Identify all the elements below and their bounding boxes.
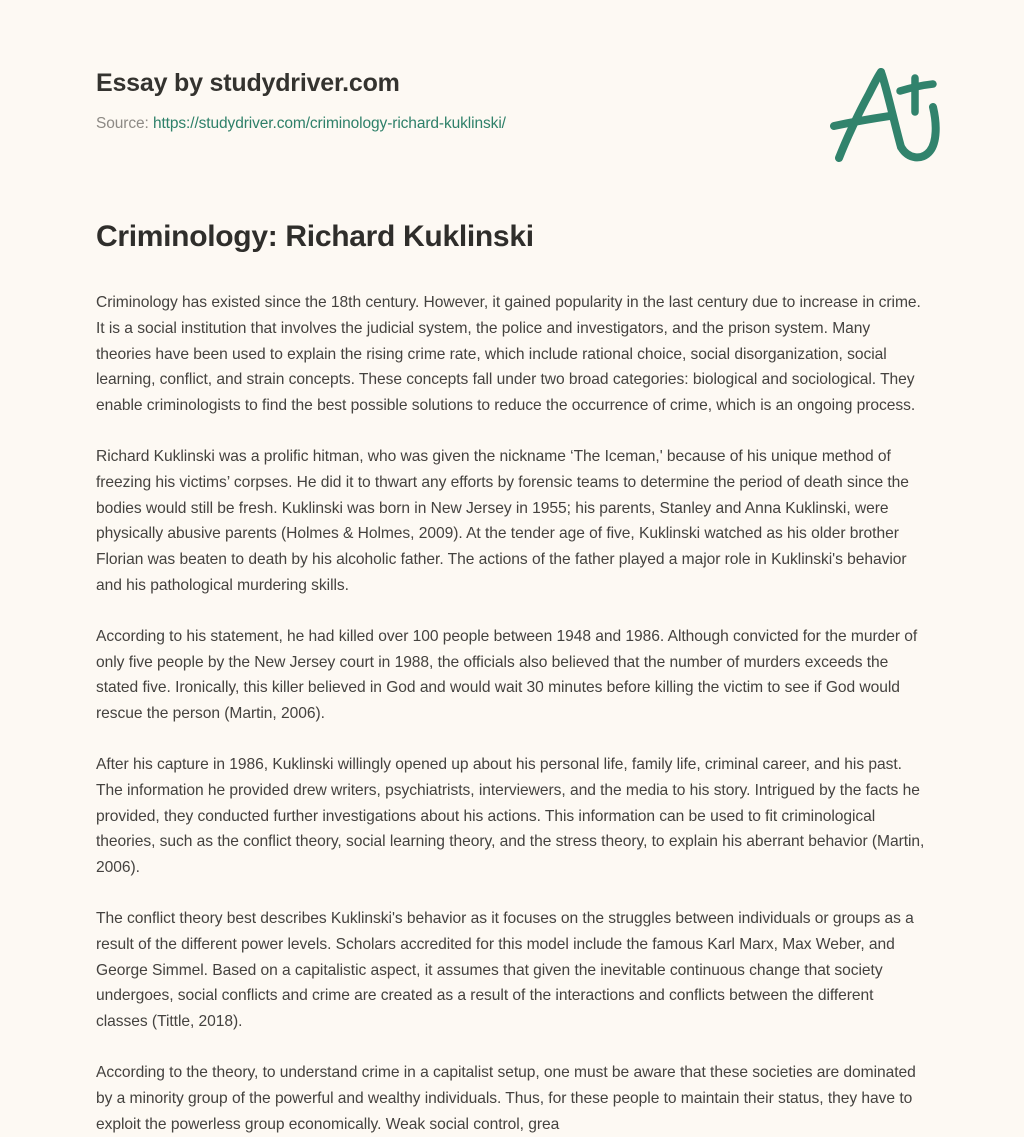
paragraph: The conflict theory best describes Kuklinski's behavior as it focuses on the struggles between individuals or groups as a result of the different power levels. Scholars accredited for this model include the famous Karl Marx, Max Weber, and George Simmel. Based on a capitalistic aspect, it assumes that given the inevitable continuous change that society undergoes, social conflicts and crime are created as a result of the interactions and conflicts between the different classes (Tittle, 2018). [96, 909, 914, 1031]
paragraph: According to the theory, to understand crime in a capitalist setup, one must be aware that these societies are dominated by a minority group of the powerful and wealthy individuals. Thus, for these people to maintain their status, they have to exploit the powerless group economically. Weak social control, grea [96, 1063, 916, 1133]
paragraph: After his capture in 1986, Kuklinski willingly opened up about his personal life, family life, criminal career, and his past. The information he provided drew writers, psychiatrists, interviewers, and the media to his story. Intrigued by the facts he provided, they conducted further investigations about his actions. This information can be used to fit criminological theories, such as the conflict theory, social learning theory, and the stress theory, to explain his aberrant behavior (Martin, 2006). [96, 755, 925, 877]
source-url-link[interactable]: https://studydriver.com/criminology-richard-kuklinski/ [152, 115, 506, 132]
article-body [96, 290, 928, 1137]
paragraph: Criminology has existed since the 18th century. However, it gained popularity in the last century due to increase in crime. It is a social institution that involves the judicial system, the police and investigators, and the prison system. Many theories have been used to explain the rising crime rate, which include rational choice, social disorganization, social learning, conflict, and strain concepts. These concepts fall under two broad categories: biological and sociological. They enable criminologists to find the best possible solutions to reduce the occurrence of crime, which is an ongoing process. [96, 294, 921, 415]
source-label: Source: [96, 115, 149, 132]
page-header [96, 0, 928, 134]
brand-heading: Essay by studydriver.com [96, 69, 400, 97]
source-line [96, 114, 928, 134]
article [96, 218, 928, 1137]
paragraph: Richard Kuklinski was a prolific hitman, who was given the nickname ‘The Iceman,' because of his unique method of freezing his victims’ corpses. He did it to thwart any efforts by forensic teams to determine the period of death since the bodies would still be fresh. Kuklinski was born in New Jersey in 1955; his parents, Stanley and Anna Kuklinski, were physically abusive parents (Holmes & Holmes, 2009). At the tender age of five, Kuklinski watched as his older brother Florian was beaten to death by his alcoholic father. The actions of the father played a major role in Kuklinski's behavior and his pathological murdering skills. [96, 447, 909, 594]
page-title: Criminology: Richard Kuklinski [96, 220, 534, 253]
a-plus-logo-icon [820, 58, 950, 168]
paragraph: According to his statement, he had killed over 100 people between 1948 and 1986. Although convicted for the murder of only five people by the New Jersey court in 1988, the officials also believed that the number of murders exceeds the stated five. Ironically, this killer believed in God and would wait 30 minutes before killing the victim to see if God would rescue the person (Martin, 2006). [96, 627, 918, 723]
